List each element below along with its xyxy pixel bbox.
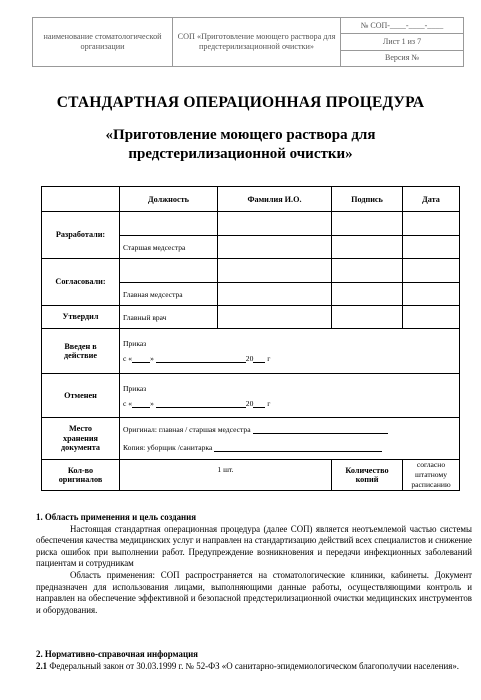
canceled-order-cell [120,374,460,418]
developed-row-1 [42,212,460,236]
year-suffix: г [267,354,271,363]
item-text: Федеральный закон от 30.03.1999 г. № 52-ФЗ «О санитарно-эпидемиологическом благополучии населения». [49,660,459,671]
approved-label: Утвердил [42,306,120,329]
document-title: СТАНДАРТНАЯ ОПЕРАЦИОННАЯ ПРОЦЕДУРА [56,94,425,111]
dev-date-2 [403,236,460,259]
agr-position-1 [120,259,218,283]
storage-label [42,418,120,460]
agr-date-2 [403,283,460,306]
col-name-header: Фамилия И.О. [218,187,332,212]
original-text: Оригинал: главная / старшая медсестра [123,425,251,434]
storage-copy [123,443,456,452]
section-1-title: 1. Область применения и цель создания [36,512,197,522]
original-blank[interactable] [253,433,388,434]
copies-label-l1: Количество [345,465,389,475]
section-2 [36,649,472,672]
agreed-label: Согласовали: [42,259,120,306]
year-prefix: 20 [245,354,254,363]
copies-label-l2: копий [355,475,379,484]
document-subtitle [0,126,481,164]
year-prefix: 20 [245,398,254,408]
introduced-label-l1: Введен в [64,341,97,351]
section-2-item-1 [36,661,472,673]
storage-row [42,418,460,460]
agr-name-1 [218,259,332,283]
count-row [42,460,460,491]
approval-table [41,186,460,491]
dev-position-2: Старшая медсестра [120,236,218,259]
month-blank[interactable] [156,362,246,363]
section-1-paragraph-1: Настоящая стандартная операционная процедура (далее СОП) является неотъемлемой частью системы обеспечения качества медицинских услуг и направлен на стандартизацию действий всех специалистов и снижение риска ошибок при выполнении работ. Предупреждение возникновения и передачи инфекционных заболеваний пациентам и сотрудникам [36,523,472,569]
developed-label: Разработали: [42,212,120,259]
document-header [32,17,464,67]
sop-number: № СОП-____-____-____ [341,18,463,34]
year-suffix: г [267,398,271,408]
table-header-row [42,187,460,212]
count-label-l1: Кол-во [67,465,94,475]
date-close-quote: » [150,354,154,363]
introduced-order-cell [120,329,460,374]
storage-label-l2: хранения [63,433,98,443]
col-position-header: Должность [120,187,218,212]
dev-position-1 [120,212,218,236]
agr-signature-2 [332,283,403,306]
copies-value [403,460,460,491]
version-number: Версия № [384,53,420,63]
day-blank[interactable] [132,407,150,408]
col-date-header: Дата [403,187,460,212]
count-value: 1 шт. [120,460,332,491]
introduced-row [42,329,460,374]
dev-signature-1 [332,212,403,236]
dev-name-2 [218,236,332,259]
sop-meta-cell [341,18,463,66]
copies-value-l1: согласно штатному [414,460,448,480]
section-2-title: 2. Нормативно-справочная информация [36,649,198,659]
item-number: 2.1 [36,660,48,671]
storage-original [123,425,456,434]
date-close-quote: » [150,398,154,408]
agr-date-1 [403,259,460,283]
introduced-label [42,329,120,374]
approved-signature [332,306,403,329]
dev-name-1 [218,212,332,236]
canceled-label: Отменен [42,374,120,418]
sheet-number: Лист 1 из 7 [341,34,463,50]
storage-label-l3: документа [61,443,100,453]
org-name-cell: наименование стоматологической организации [33,18,173,66]
copy-blank[interactable] [214,451,382,452]
introduced-order-label: Приказ [123,339,147,348]
copies-value-l2: расписанию [411,479,451,489]
canceled-order-date [123,399,456,408]
introduced-order-date [123,354,456,363]
count-label [42,460,120,491]
approved-row [42,306,460,329]
introduced-label-l2: действие [64,351,97,360]
header-blank-cell [42,187,120,212]
copies-label [332,460,403,491]
subtitle-line-1: «Приготовление моющего раствора для [105,127,376,143]
approved-name [218,306,332,329]
agr-signature-1 [332,259,403,283]
sop-title-cell: СОП «Приготовление моющего раствора для предстерилизационной очистки» [173,18,341,66]
approved-position: Главный врач [120,306,218,329]
agr-position-2: Главная медсестра [120,283,218,306]
year-blank[interactable] [253,407,265,408]
date-open-quote: с « [123,354,133,363]
section-1 [36,512,472,616]
col-signature-header: Подпись [332,187,403,212]
storage-label-l1: Место [69,424,92,434]
dev-signature-2 [332,236,403,259]
month-blank[interactable] [156,407,246,408]
copy-text: Копия: уборщик /санитарка [123,443,213,452]
dev-date-1 [403,212,460,236]
section-1-paragraph-2: Область применения: СОП распространяется на стоматологические клиники, кабинеты. Документ предназначен для использования лицами, выполняющими данные работы, осуществляющими контроль и направлен на обеспечение эффективной и безопасной предстерилизационной очистки медицинских инструментов и оборудования. [36,569,472,615]
count-label-l2: оригиналов [58,475,103,484]
agreed-row-1 [42,259,460,283]
date-open-quote: с « [123,398,133,408]
agr-name-2 [218,283,332,306]
storage-cell [120,418,460,460]
year-blank[interactable] [253,362,265,363]
canceled-order-label: Приказ [123,383,147,393]
canceled-row [42,374,460,418]
day-blank[interactable] [132,362,150,363]
subtitle-line-2: предстерилизационной очистки» [128,146,353,162]
approved-date [403,306,460,329]
